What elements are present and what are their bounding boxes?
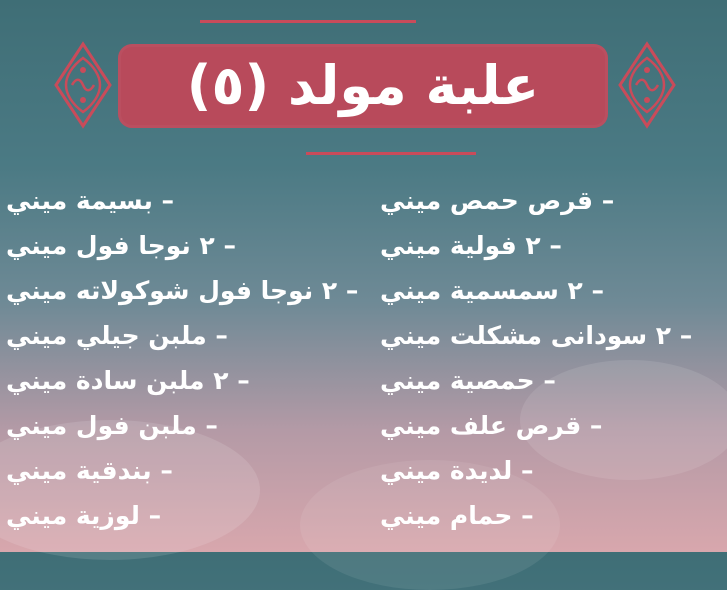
list-item-label: – بندقية ميني — [6, 456, 173, 485]
list-item-label: – ٢ سودانى مشكلت ميني — [380, 321, 693, 350]
list-item — [380, 358, 715, 403]
list-item-label: – ملبن فول ميني — [6, 411, 218, 440]
list-item — [380, 493, 715, 538]
list-item — [380, 223, 715, 268]
list-item — [6, 493, 342, 538]
list-item — [380, 268, 715, 313]
list-item-label: – حمصية ميني — [380, 366, 556, 395]
list-item — [6, 448, 342, 493]
list-item — [6, 223, 342, 268]
list-item-label: – ٢ فولية ميني — [380, 231, 562, 260]
list-item — [6, 358, 342, 403]
list-item-label: – لديدة ميني — [380, 456, 534, 485]
list-item — [6, 403, 342, 448]
list-item-label: – ٢ نوجا فول ميني — [6, 231, 236, 260]
list-item — [6, 268, 359, 313]
list-item — [380, 178, 715, 223]
list-item — [380, 403, 715, 448]
list-item — [380, 313, 715, 358]
list-item-label: – ٢ ملبن سادة ميني — [6, 366, 250, 395]
items-list-left — [6, 178, 359, 538]
list-item — [6, 178, 342, 223]
title-banner — [118, 44, 608, 128]
list-item-label: – لوزية ميني — [6, 501, 162, 530]
list-item-label: – ٢ نوجا فول شوكولاته ميني — [6, 276, 359, 305]
list-item — [6, 313, 342, 358]
list-item-label: – حمام ميني — [380, 501, 534, 530]
list-item-label: – ملبن جيلي ميني — [6, 321, 228, 350]
decorative-divider-top — [200, 20, 416, 23]
list-item-label: – قرص حمص ميني — [380, 186, 615, 215]
ornament-icon-right — [616, 40, 678, 130]
ornament-icon-left — [52, 40, 114, 130]
list-item — [380, 448, 715, 493]
decorative-divider-bottom — [306, 152, 476, 155]
list-item-label: – ٢ سمسمية ميني — [380, 276, 604, 305]
list-item-label: – بسيمة ميني — [6, 186, 175, 215]
list-item-label: – قرص علف ميني — [380, 411, 603, 440]
items-list-right — [380, 178, 715, 538]
page-title: علبة مولد (٥) — [186, 54, 540, 117]
